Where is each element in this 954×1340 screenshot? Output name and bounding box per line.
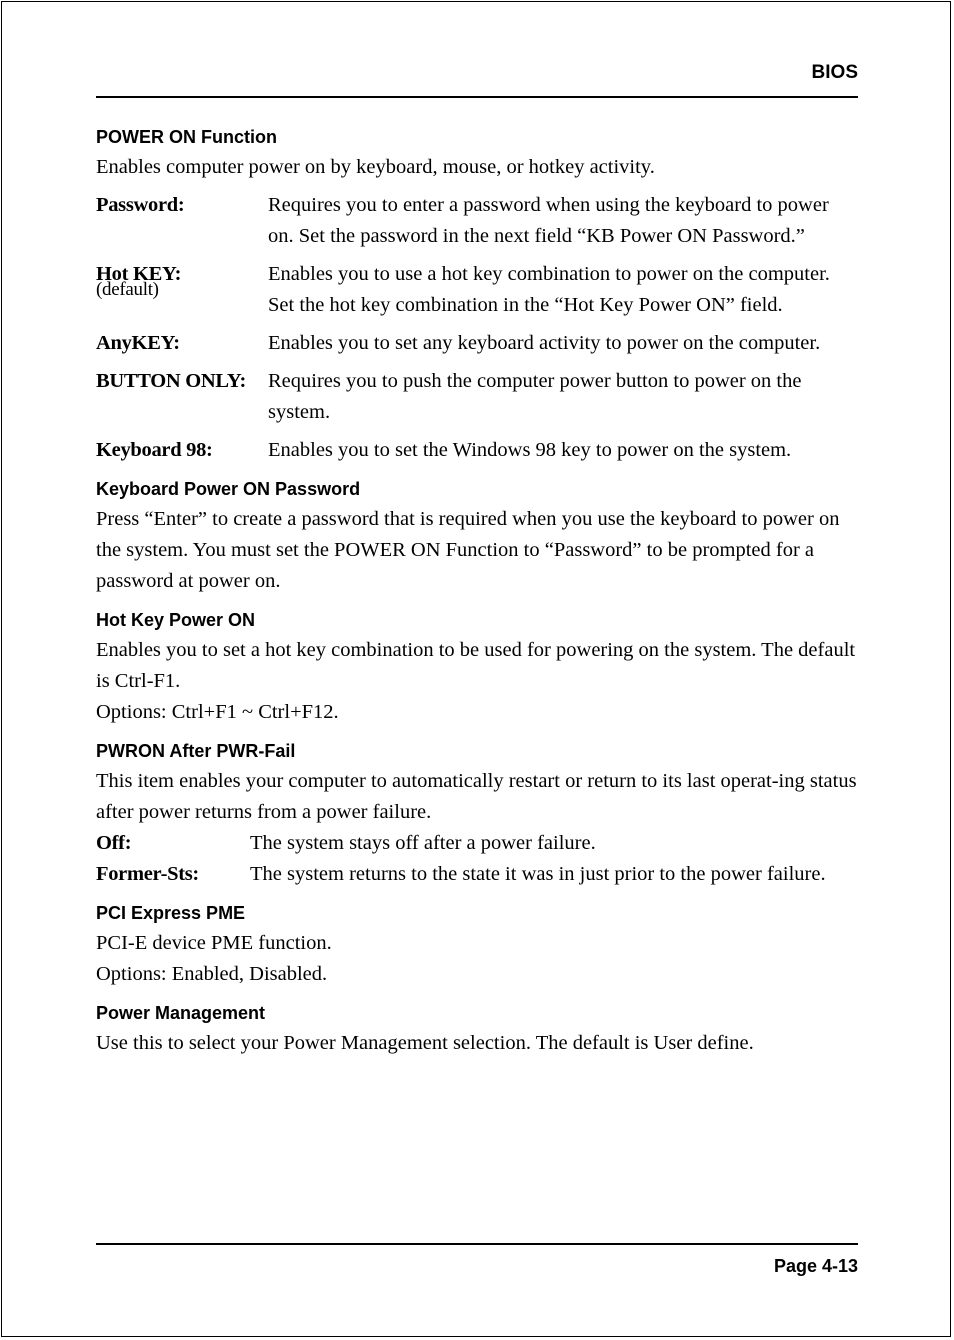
section-options: Options: Enabled, Disabled. [96,963,328,985]
section-body: PCI-E device PME function. [96,932,332,954]
option-default-note: (default) [96,279,159,300]
option-desc: Enables you to set any keyboard activity to power on the computer. [268,332,821,354]
option-term: Password: [96,194,185,216]
option-desc: Requires you to enter a password when using the keyboard to power on. Set the password in the next field “KB Power ON Password.” [268,194,829,247]
section-options: Options: Ctrl+F1 ~ Ctrl+F12. [96,701,339,723]
option-term: AnyKEY: [96,332,180,354]
option-term: Keyboard 98: [96,439,213,461]
page-number: Page 4-13 [773,1256,858,1276]
section-pwron-after-pwr-fail [96,736,858,890]
option-row [96,259,858,321]
option-row [96,366,858,428]
option-desc: Requires you to push the computer power button to power on the system. [268,370,802,423]
section-heading: Keyboard Power ON Password [96,479,361,499]
option-term-block [96,259,268,321]
option-desc: The system returns to the state it was in just prior to the power failure. [250,863,826,885]
page-content [96,122,858,1059]
option-term: Former-Sts: [96,863,199,885]
option-desc: Enables you to set the Windows 98 key to power on the system. [268,439,792,461]
header-rule [96,96,858,98]
option-row [96,435,858,466]
section-body: Use this to select your Power Management selection. The default is User define. [96,1032,754,1054]
option-term: Off: [96,832,132,854]
option-row [96,328,858,359]
section-body: Enables computer power on by keyboard, mouse, or hotkey activity. [96,156,655,178]
section-body: Enables you to set a hot key combination to be used for powering on the system. The default is Ctrl-F1. [96,639,856,692]
section-hot-key-power-on [96,605,858,728]
section-power-on-function [96,122,858,466]
section-heading: Hot Key Power ON [96,610,256,630]
option-desc: Enables you to use a hot key combination to power on the computer. Set the hot key combination in the “Hot Key Power ON” field. [268,263,830,316]
section-pci-express-pme [96,898,858,990]
option-term: Hot KEY: [96,263,182,285]
option-term: BUTTON ONLY: [96,370,247,392]
section-keyboard-power-on-password [96,474,858,597]
section-heading: PWRON After PWR-Fail [96,741,296,761]
option-row [96,828,858,859]
section-power-management [96,998,858,1059]
footer-rule [96,1243,858,1245]
option-row [96,859,858,890]
option-desc: The system stays off after a power failure. [250,832,596,854]
option-row [96,190,858,252]
section-heading: Power Management [96,1003,266,1023]
section-heading: POWER ON Function [96,127,277,147]
section-heading: PCI Express PME [96,903,246,923]
section-body: This item enables your computer to automatically restart or return to its last operat-ing status after power returns from a power failure. [96,770,857,823]
header-title: BIOS [811,62,858,83]
section-body: Press “Enter” to create a password that is required when you use the keyboard to power on the system. You must set the POWER ON Function to “Password” to be prompted for a password at power on. [96,508,840,592]
